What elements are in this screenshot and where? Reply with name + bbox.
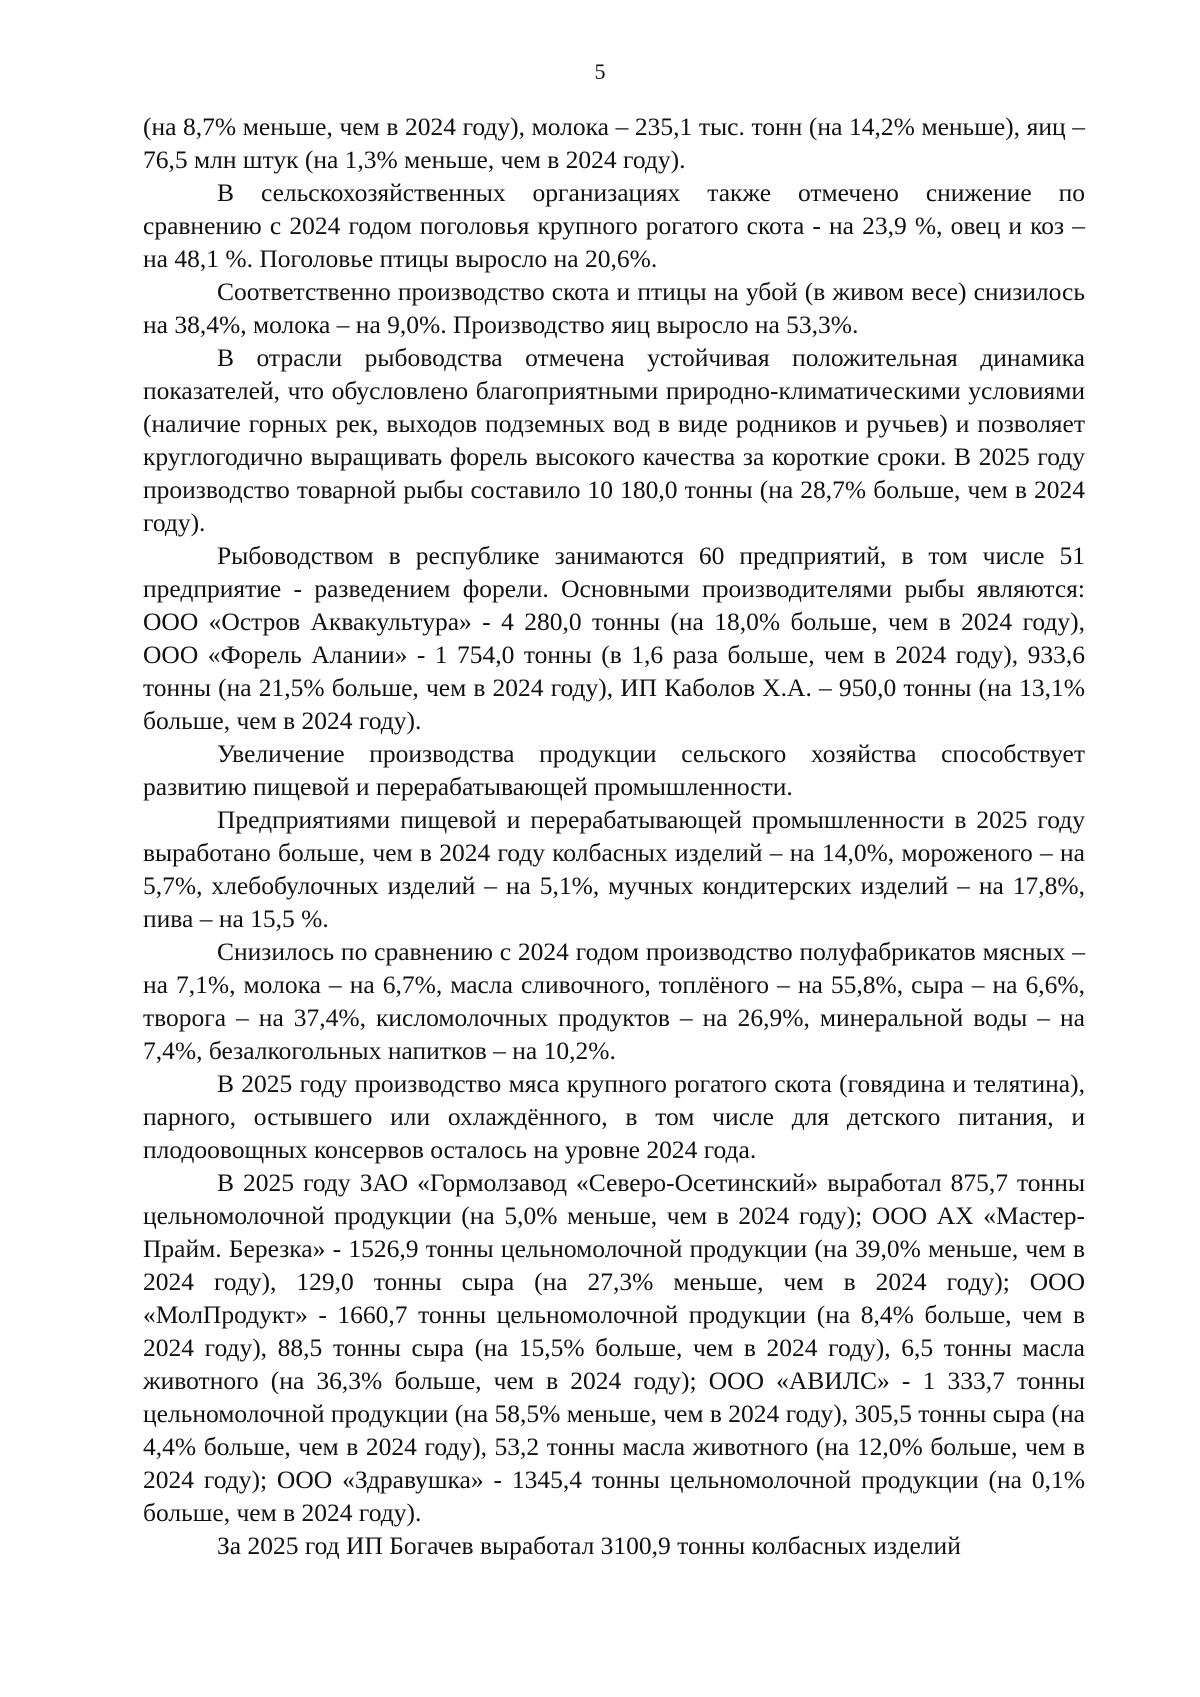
paragraph-food-industry-growth: Предприятиями пищевой и перерабатывающей промышленности в 2025 году выработано больше, чем в 2024 году колбасных изделий – на 14,0%, мороженого – на 5,7%, хлебобулочных изделий – на 5,1%, мучных кондитерских изделий – на 17,8%, пива – на 15,5 %. bbox=[143, 805, 1085, 933]
paragraph-fish-farming: В отрасли рыбоводства отмечена устойчивая положительная динамика показателей, что обусловлено благоприятными природно-климатическими условиями (наличие горных рек, выходов подземных вод в виде родников и ручьев) и позволяет круглогодично выращивать форель высокого качества за короткие сроки. В 2025 году производство товарной рыбы составило 10 180,0 тонны (на 28,7% больше, чем в 2024 году). bbox=[143, 343, 1085, 537]
paragraph-agricultural-organizations: В сельскохозяйственных организациях также отмечено снижение по сравнению с 2024 годом поголовья крупного рогатого скота - на 23,9 %, овец и коз – на 48,1 %. Поголовье птицы выросло на 20,6%. bbox=[143, 178, 1085, 273]
paragraph-food-industry-development: Увеличение производства продукции сельского хозяйства способствует развитию пищевой и перерабатывающей промышленности. bbox=[143, 739, 1085, 801]
paragraph-meat-stable: В 2025 году производство мяса крупного рогатого скота (говядина и телятина), парного, остывшего или охлаждённого, в том числе для детского питания, и плодоовощных консервов осталось на уровне 2024 года. bbox=[143, 1069, 1085, 1164]
body-text bbox=[143, 110, 1085, 1562]
paragraph-slaughter-production: Соответственно производство скота и птицы на убой (в живом весе) снизилось на 38,4%, молока – на 9,0%. Производство яиц выросло на 53,3%. bbox=[143, 277, 1085, 339]
paragraph-food-industry-decline: Снизилось по сравнению с 2024 годом производство полуфабрикатов мясных – на 7,1%, молока – на 6,7%, масла сливочного, топлёного – на 55,8%, сыра – на 6,6%, творога – на 37,4%, кисломолочных продуктов – на 26,9%, минеральной воды – на 7,4%, безалкогольных напитков – на 10,2%. bbox=[143, 937, 1085, 1065]
paragraph-sausage-producer: За 2025 год ИП Богачев выработал 3100,9 тонны колбасных изделий bbox=[217, 1531, 961, 1560]
paragraph-fish-producers: Рыбоводством в республике занимаются 60 предприятий, в том числе 51 предприятие - разведением форели. Основными производителями рыбы являются: ООО «Остров Аквакультура» - 4 280,0 тонны (на 18,0% больше, чем в 2024 году), ООО «Форель Алании» - 1 754,0 тонны (в 1,6 раза больше, чем в 2024 году), 933,6 тонны (на 21,5% больше, чем в 2024 году), ИП Каболов Х.А. – 950,0 тонны (на 13,1% больше, чем в 2024 году). bbox=[143, 541, 1085, 735]
paragraph-dairy-producers: В 2025 году ЗАО «Гормолзавод «Северо-Осетинский» выработал 875,7 тонны цельномолочной продукции (на 5,0% меньше, чем в 2024 году); ООО АХ «Мастер-Прайм. Березка» - 1526,9 тонны цельномолочной продукции (на 39,0% меньше, чем в 2024 году), 129,0 тонны сыра (на 27,3% меньше, чем в 2024 году); ООО «МолПродукт» - 1660,7 тонны цельномолочной продукции (на 8,4% больше, чем в 2024 году), 88,5 тонны сыра (на 15,5% больше, чем в 2024 году), 6,5 тонны масла животного (на 36,3% больше, чем в 2024 году); ООО «АВИЛС» - 1 333,7 тонны цельномолочной продукции (на 58,5% меньше, чем в 2024 году), 305,5 тонны сыра (на 4,4% больше, чем в 2024 году), 53,2 тонны масла животного (на 12,0% больше, чем в 2024 году); ООО «Здравушка» - 1345,4 тонны цельномолочной продукции (на 0,1% больше, чем в 2024 году). bbox=[143, 1168, 1085, 1527]
paragraph-livestock-output: (на 8,7% меньше, чем в 2024 году), молока – 235,1 тыс. тонн (на 14,2% меньше), яиц – 76,5 млн штук (на 1,3% меньше, чем в 2024 году). bbox=[143, 112, 1085, 174]
page-number: 5 bbox=[594, 59, 606, 84]
